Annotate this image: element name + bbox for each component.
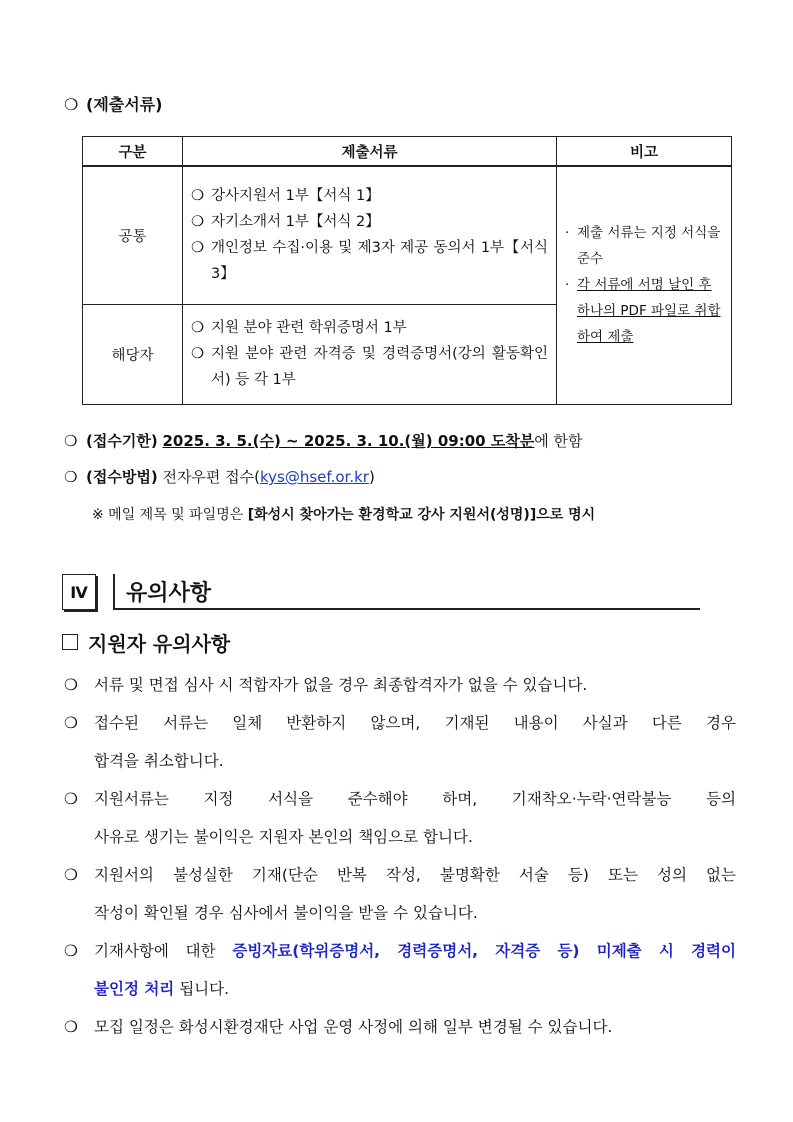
mail-note-emphasis: [화성시 찾아가는 환경학교 강사 지원서(성명)]으로 명시 [247, 507, 596, 523]
circle-bullet-icon: ❍ [191, 214, 204, 231]
sub-heading [62, 628, 230, 657]
circle-bullet-icon: ❍ [64, 95, 79, 114]
notice-list [64, 666, 736, 1046]
method-prefix: 전자우편 접수( [162, 468, 261, 486]
list-item: ❍ 서류 및 면접 심사 시 적합자가 없을 경우 최종합격자가 없을 수 있습니다. [64, 666, 736, 704]
category-applicable: 해당자 [83, 304, 183, 404]
circle-bullet-icon: ❍ [191, 346, 204, 362]
circle-bullet-icon: ❍ [191, 320, 204, 336]
heading-underline [113, 608, 700, 610]
list-item: ❍ 개인정보 수집·이용 및 제3자 제공 동의서 1부【서식 3】 [191, 235, 548, 287]
circle-bullet-icon: ❍ [64, 432, 78, 450]
header-remarks: 비고 [557, 137, 732, 167]
section-heading-documents [64, 92, 162, 115]
deadline-label: (접수기한) [86, 432, 158, 450]
dot-bullet: · [565, 225, 570, 242]
divider [113, 574, 115, 608]
circle-bullet-icon: ❍ [64, 866, 78, 884]
table-header-row [83, 137, 732, 167]
list-item: ❍ 지원 분야 관련 자격증 및 경력증명서(강의 활동확인서) 등 각 1부 [191, 341, 548, 393]
method-line [64, 466, 375, 487]
list-item: ❍ 지원서의 불성실한 기재(단순 반복 작성, 불명확한 서술 등) 또는 성의 없는 작성이 확인될 경우 심사에서 불이익을 받을 수 있습니다. [64, 856, 736, 932]
list-item: ❍ 자기소개서 1부【서식 2】 [191, 209, 548, 235]
note-item: · 각 서류에 서명 날인 후 하나의 PDF 파일로 취합하여 제출 [565, 272, 725, 350]
circle-bullet-icon: ❍ [64, 714, 78, 732]
list-item: ❍ 지원 분야 관련 학위증명서 1부 [191, 315, 548, 341]
document-list [183, 166, 557, 304]
header-documents: 제출서류 [183, 137, 557, 167]
mail-note-prefix: ※ 메일 제목 및 파일명은 [92, 507, 248, 523]
section-title-iv: 유의사항 [126, 581, 212, 606]
list-item: ❍ 강사지원서 1부【서식 1】 [191, 183, 548, 209]
circle-bullet-icon: ❍ [191, 240, 204, 257]
circle-bullet-icon: ❍ [64, 676, 78, 694]
deadline-value: 2025. 3. 5.(수) ~ 2025. 3. 10.(월) 09:00 도착분 [162, 432, 535, 450]
documents-table [82, 136, 732, 405]
document-list [183, 304, 557, 404]
list-item: ❍ 기재사항에 대한 증빙자료(학위증명서, 경력증명서, 자격증 등) 미제출 시 경력이 불인정 처리 됩니다. [64, 932, 736, 1008]
dot-bullet: · [565, 277, 570, 294]
circle-bullet-icon: ❍ [64, 1018, 78, 1036]
list-item: ❍ 지원서류는 지정 서식을 준수해야 하며, 기재착오·누락·연락불능 등의 사유로 생기는 불이익은 지원자 본인의 책임으로 합니다. [64, 780, 736, 856]
section-number-badge: Ⅳ [62, 574, 96, 610]
deadline-suffix: 에 한함 [534, 432, 583, 450]
header-category: 구분 [83, 137, 183, 167]
sub-heading-title: 지원자 유의사항 [88, 632, 231, 656]
mail-note [92, 504, 595, 524]
method-label: (접수방법) [86, 468, 158, 486]
list-item: ❍ 접수된 서류는 일체 반환하지 않으며, 기재된 내용이 사실과 다른 경우 합격을 취소합니다. [64, 704, 736, 780]
remarks-cell [557, 166, 732, 404]
highlight-text: 증빙자료(학위증명서, 경력증명서, 자격증 등) 미제출 시 경력이 [232, 942, 736, 960]
circle-bullet-icon: ❍ [64, 790, 78, 808]
table-row [83, 166, 732, 304]
circle-bullet-icon: ❍ [191, 188, 204, 205]
category-common: 공통 [83, 166, 183, 304]
deadline-line [64, 430, 583, 451]
circle-bullet-icon: ❍ [64, 468, 78, 486]
email-link[interactable]: kys@hsef.or.kr [260, 468, 369, 486]
method-suffix: ) [368, 468, 375, 486]
highlight-text: 불인정 처리 [94, 980, 175, 998]
section-title: (제출서류) [86, 95, 163, 114]
note-item: · 제출 서류는 지정 서식을 준수 [565, 220, 725, 272]
circle-bullet-icon: ❍ [64, 942, 78, 960]
list-item: ❍ 모집 일정은 화성시환경재단 사업 운영 사정에 의해 일부 변경될 수 있습니다. [64, 1008, 736, 1046]
square-bullet-icon [62, 634, 78, 650]
